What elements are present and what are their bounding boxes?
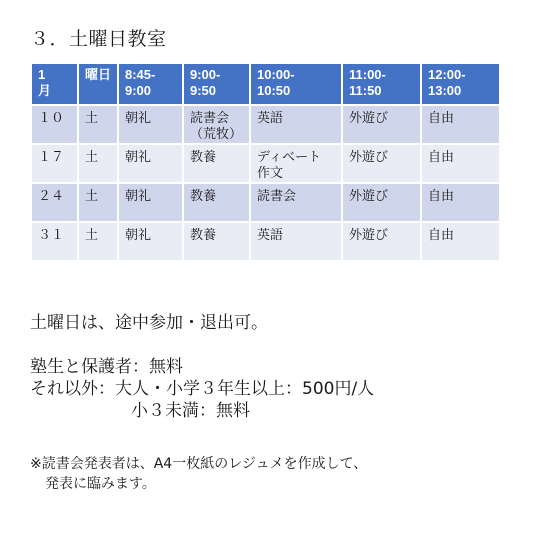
header-slot-1200: 12:00- 13:00 — [421, 64, 499, 105]
header-slot-1100: 11:00- 11:50 — [342, 64, 421, 105]
cell-weekday: 土 — [78, 144, 118, 183]
schedule-table — [32, 64, 499, 262]
table-header-row — [32, 64, 499, 105]
table-row — [32, 222, 499, 261]
cell-activity: 外遊び — [342, 105, 421, 144]
cell-activity: 朝礼 — [118, 144, 183, 183]
cell-activity: 自由 — [421, 183, 499, 222]
cell-activity: 外遊び — [342, 222, 421, 261]
cell-activity: 外遊び — [342, 144, 421, 183]
header-slot-0845: 8:45- 9:00 — [118, 64, 183, 105]
cell-date: １０ — [32, 105, 78, 144]
fee-line-young-children: 小３未満：無料 — [131, 401, 250, 421]
footnote — [30, 454, 367, 494]
cell-activity: 自由 — [421, 144, 499, 183]
cell-activity: 読書会 — [250, 183, 342, 222]
cell-activity: 教養 — [183, 222, 250, 261]
participation-note: 土曜日は、途中参加・退出可。 — [30, 313, 268, 333]
fee-line-members: 塾生と保護者：無料 — [30, 357, 183, 377]
footnote-line-1: ※読書会発表者は、A4一枚紙のレジュメを作成して、 — [30, 456, 368, 472]
cell-activity: 朝礼 — [118, 222, 183, 261]
cell-activity: 英語 — [250, 222, 342, 261]
fee-line-others: それ以外：大人・小学３年生以上：500円/人 — [30, 379, 375, 399]
cell-activity: 教養 — [183, 144, 250, 183]
cell-activity: 自由 — [421, 222, 499, 261]
cell-weekday: 土 — [78, 105, 118, 144]
table-row — [32, 105, 499, 144]
cell-activity: 読書会 （荒牧） — [183, 105, 250, 144]
header-slot-1000: 10:00- 10:50 — [250, 64, 342, 105]
cell-activity: ディベート 作文 — [250, 144, 342, 183]
cell-date: １７ — [32, 144, 78, 183]
cell-activity: 自由 — [421, 105, 499, 144]
header-slot-0900: 9:00- 9:50 — [183, 64, 250, 105]
fee-info — [30, 356, 374, 422]
cell-weekday: 土 — [78, 183, 118, 222]
cell-weekday: 土 — [78, 222, 118, 261]
cell-date: ２４ — [32, 183, 78, 222]
cell-activity: 朝礼 — [118, 105, 183, 144]
cell-activity: 教養 — [183, 183, 250, 222]
header-weekday: 曜日 — [78, 64, 118, 105]
cell-activity: 外遊び — [342, 183, 421, 222]
table-row — [32, 144, 499, 183]
cell-date: ３１ — [32, 222, 78, 261]
header-month: 1 月 — [32, 64, 78, 105]
cell-activity: 英語 — [250, 105, 342, 144]
table-row — [32, 183, 499, 222]
page-title: ３．土曜日教室 — [30, 28, 167, 50]
footnote-line-2: 発表に臨みます。 — [45, 476, 156, 492]
cell-activity: 朝礼 — [118, 183, 183, 222]
